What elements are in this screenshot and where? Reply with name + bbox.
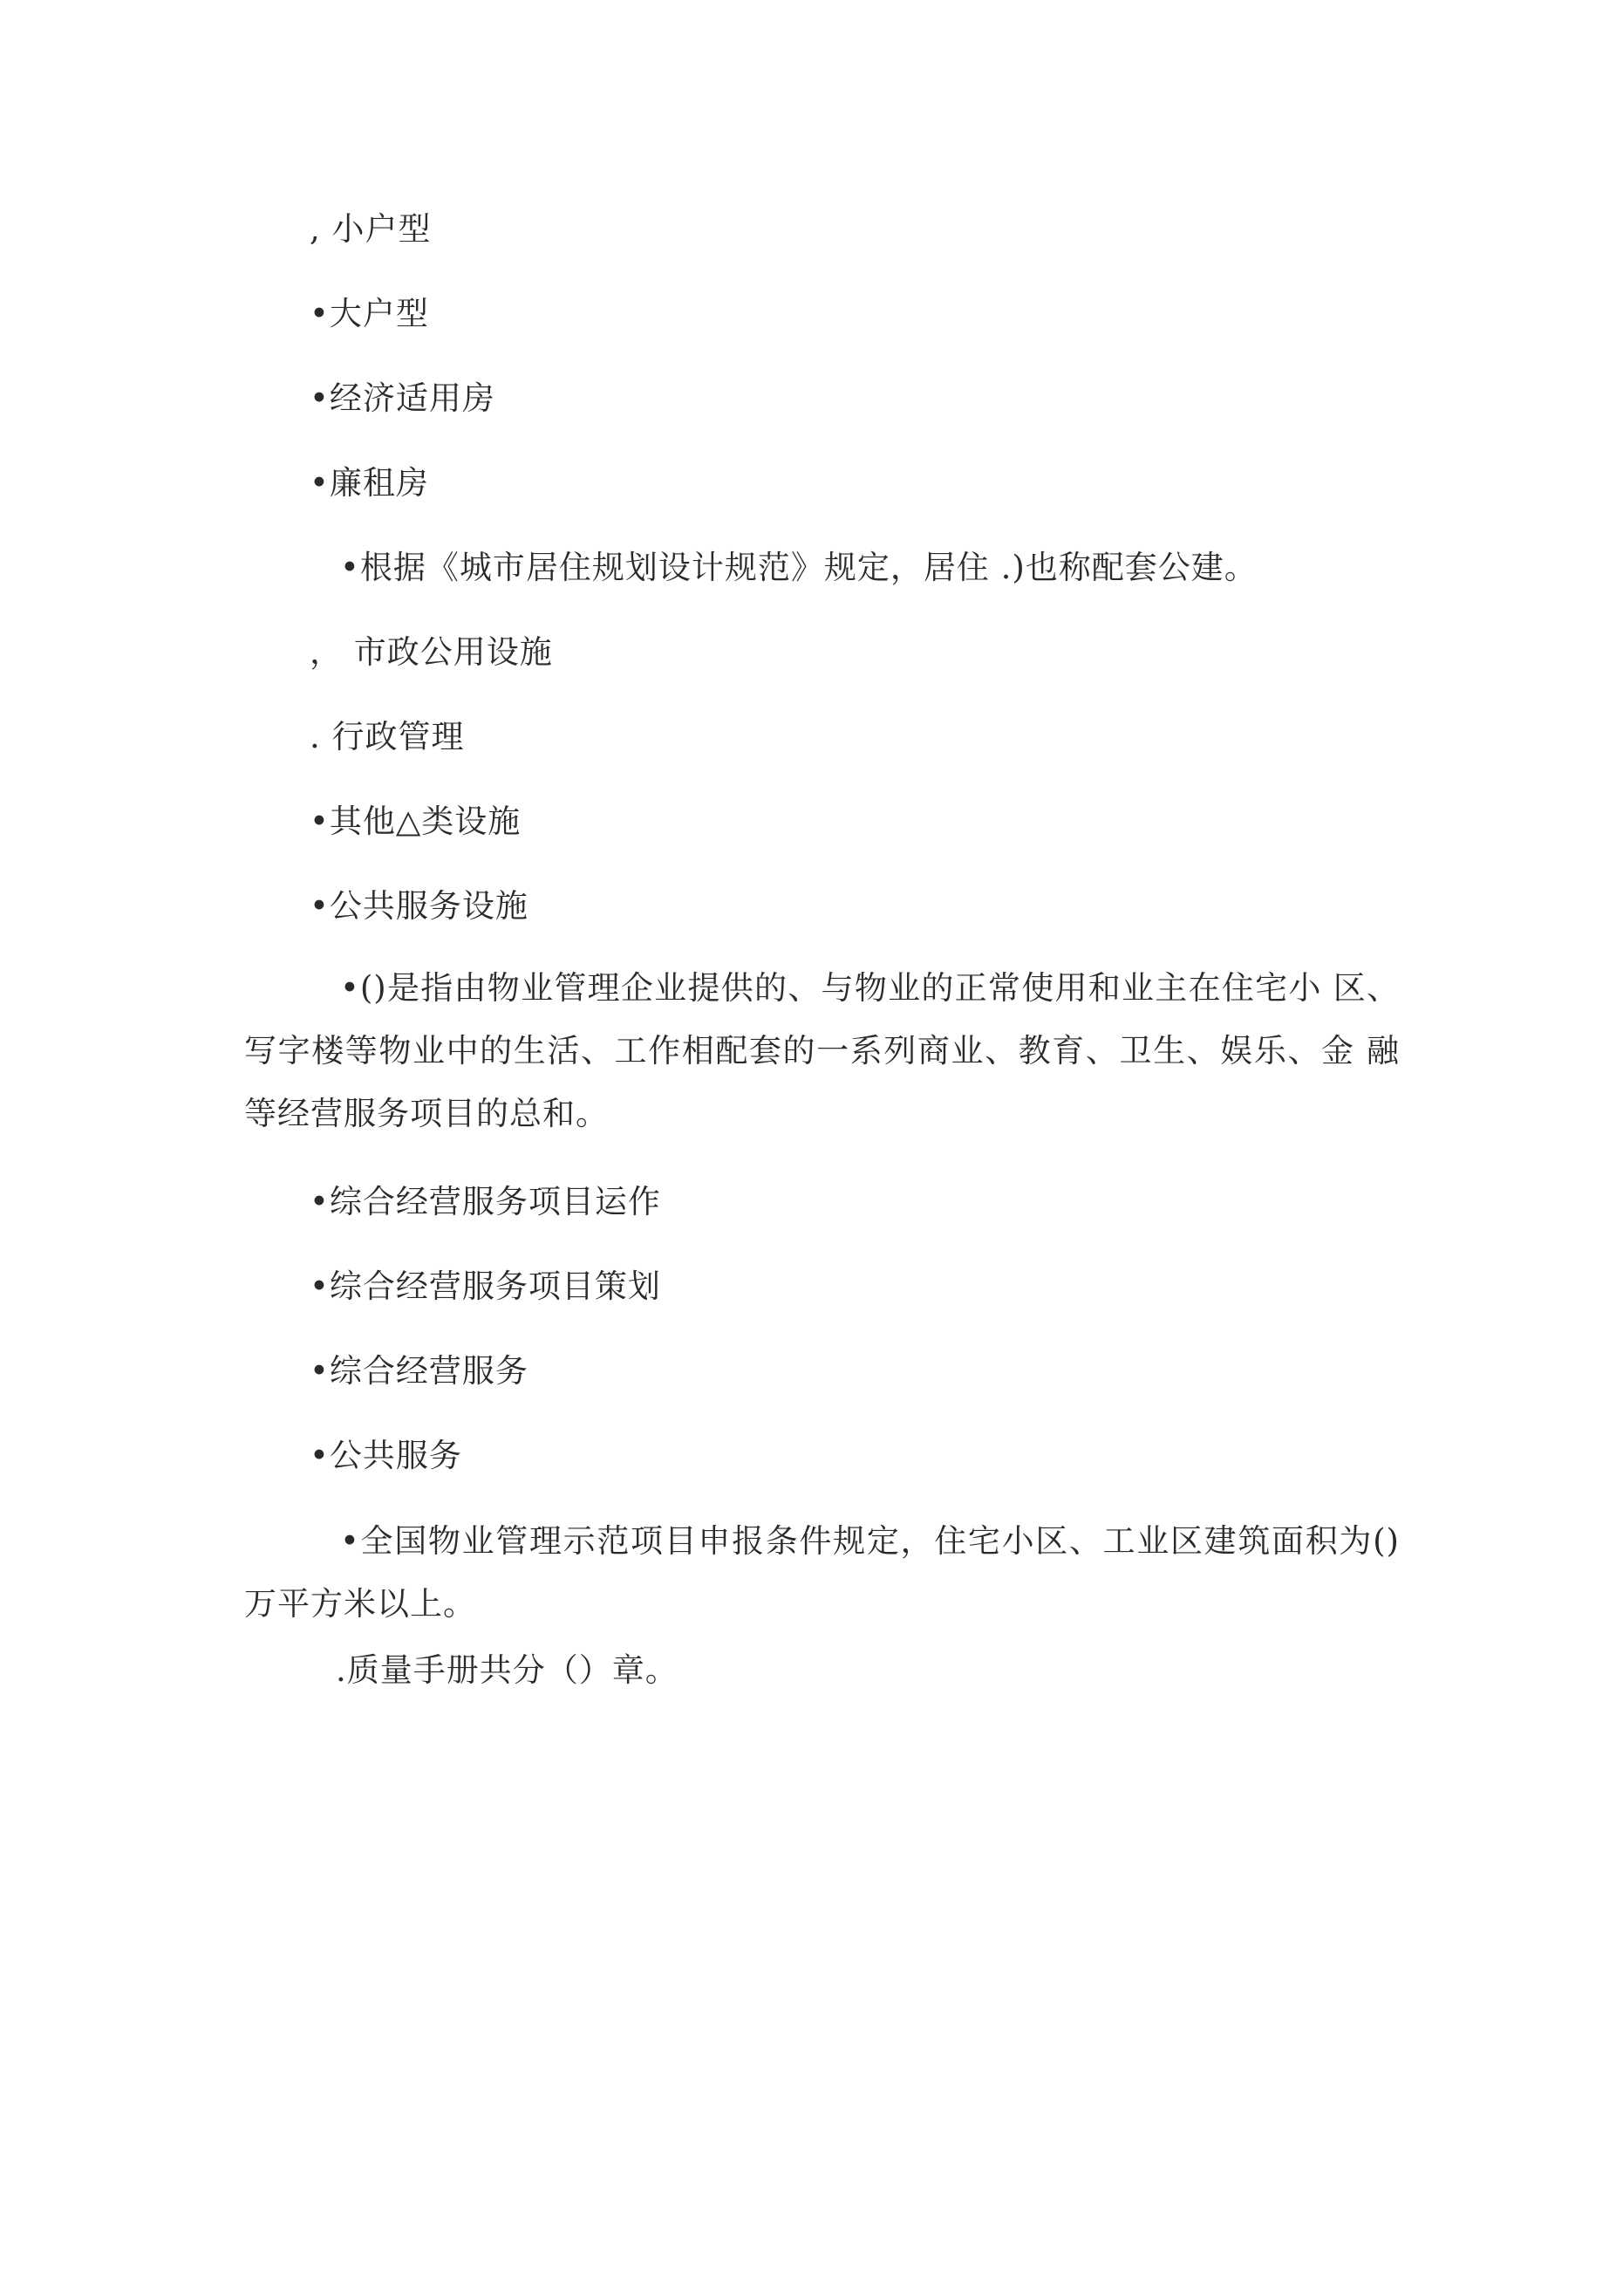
question-business-services: •()是指由物业管理企业提供的、与物业的正常使用和业主在住宅小 区、写字楼等物业中的生活、工作相配套的一系列商业、教育、卫生、娱乐、金 融等经营服务项目的总和。	[244, 969, 1400, 1132]
option-public-service: •公共服务	[310, 1437, 462, 1474]
question-facilities: •根据《城市居住规划设计规范》规定，居住 .)也称配套公建。	[340, 549, 1258, 586]
option-business-planning: •综合经营服务项目策划	[310, 1268, 661, 1305]
option-business-operation: •综合经营服务项目运作	[310, 1183, 661, 1220]
option-municipal-facilities: ， 市政公用设施	[310, 633, 553, 671]
option-other-facilities: •其他△类设施	[310, 803, 522, 840]
question-demo-project-area: •全国物业管理示范项目申报条件规定，住宅小区、工业区建筑面积为()万平方米以上。	[244, 1522, 1400, 1623]
option-large-unit: •大户型	[310, 295, 429, 332]
option-small-unit: , 小户型	[310, 210, 432, 248]
option-business-service: •综合经营服务	[310, 1352, 528, 1390]
option-low-rent-housing: •廉租房	[310, 464, 429, 502]
option-administration: . 行政管理	[310, 718, 465, 755]
option-public-service-facilities: •公共服务设施	[310, 887, 528, 925]
question-quality-manual: .质量手册共分（）章。	[336, 1651, 679, 1689]
option-affordable-housing: •经济适用房	[310, 379, 495, 417]
